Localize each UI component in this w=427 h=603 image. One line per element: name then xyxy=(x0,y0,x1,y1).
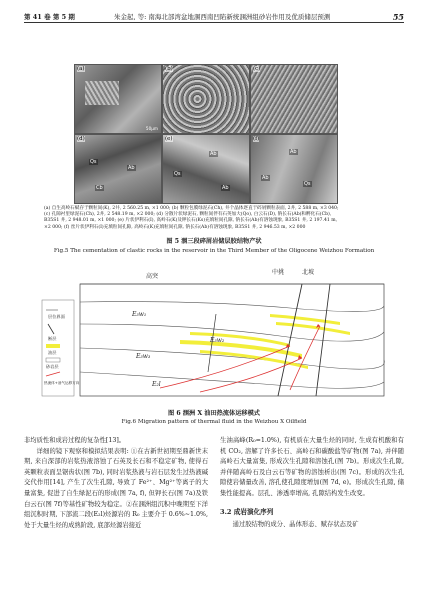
journal-volume: 第 41 卷 第 5 期 xyxy=(24,13,75,21)
panel-label: (d) xyxy=(77,136,85,142)
legend-oil: 油层 xyxy=(48,350,57,355)
texture xyxy=(85,81,119,105)
micrograph-b xyxy=(162,64,250,134)
legend-sand: 砂岩层 xyxy=(46,364,59,369)
mineral-tag: Ab xyxy=(222,185,229,191)
micrograph-f xyxy=(250,134,338,204)
scale-bar: 50μm xyxy=(145,126,158,131)
legend-migration: 热流体+油气运移方向 xyxy=(44,381,80,385)
figure-note-line: ×2 000; (f) 丝片状伊利石(I)充填粒间孔隙, 高岭石(K)充填粒间孔隙, 钠长石(Ab)有溶蚀现象, B35S1 井, 2 946.53 m, ×2 000 xyxy=(44,224,306,230)
figure-5-caption-en: Fig.5 The cementation of clastic rocks in the reservoir in the Third Member of the Oligocene Weizhou Formation xyxy=(53,248,375,254)
micrograph-d xyxy=(74,134,162,204)
label-e3w3: E₃w₃ xyxy=(136,353,151,360)
figure-5-caption-cn: 图 5 涠三段碎屑岩储层胶结物产状 xyxy=(166,238,262,245)
mineral-tag: Ab xyxy=(290,149,297,155)
paragraph: 生油高峰(R₀=1.0%), 有机质在大量生烃的同时, 生成有机酸和有机 CO₂, 溶解了许多长石、高岭石和碳酸盐等矿物(图 7a), 并伴随高岭石大量富集, 形成次生孔隙和溶蚀孔(图 7b)。形成次生孔隙, 并伴随高岭石及白云石等矿物的溶蚀析出(图 7c)。形成的次生孔隙使岩储量改善, 溶孔使孔隙度增加(图 7d, e)。形成次生孔隙, 储集性能提高。层孔、渗透率增高, 孔隙结构发生改变。 xyxy=(220,437,404,497)
header-rule xyxy=(24,22,404,23)
legend-horizon: 层位界面 xyxy=(48,314,65,319)
paragraph: 通过胶结物的成分、晶体形态、赋存状态及矿 xyxy=(232,520,359,528)
panel-label: (a) xyxy=(77,66,85,72)
running-title: 朱金起, 等: 南海北部湾盆地涠西南凹陷新统涠洲组砂岩作用及优质储层预测 xyxy=(114,13,331,21)
label-beipo: 北坡 xyxy=(302,269,315,276)
micrograph-e xyxy=(162,134,250,204)
paragraph: 详细的镜下观察和模拟结果表明: ①在古新世初期至鼎新世末期, 来自深部的岩浆热液溶蚀了石英及长石和不稳定矿物, 使得石英颗粒表面呈锯齿状(图 7b), 同时岩浆热液与岩石层发生过热液碱交代作用[14], 产生了次生孔隙, 导致了 Fe²⁺、Mg²⁺等离子的大量富集, 促进了自生绿泥石的形成(图 7a, f), 但钾长石(图 7a)及铁白云石(图 7f)等基性矿物较为稳定。②在涠洲组沉积中晚期至下洋组沉积时期, 下部流二段(E₂l)烃源岩的 R₀ 主要介于 0.6%~1.0%, 处于大量生烃的成熟阶段, 底部烃源岩接近 xyxy=(24,447,208,529)
right-column xyxy=(220,436,404,530)
paragraph: 非均质性和成岩过程的复杂性[13]。 xyxy=(24,437,126,444)
label-e3w1: E₃w₁ xyxy=(132,311,147,318)
legend-fault: 断层 xyxy=(48,336,57,341)
label-e2l: E₂l xyxy=(152,381,161,388)
page-number: 55 xyxy=(392,12,404,22)
figure-note-line: B35S1 井, 2 948.01 m, ×1 000; (e) 片状伊利石(I), 高岭石(K)及钾长石(Ks)充填粒间孔隙, 钠长石(Ab)有溶蚀现象, B35S1 井, 2 197.41 m, xyxy=(44,218,338,224)
mineral-tag: Qs xyxy=(90,159,97,165)
figure-note-line: (c) 孔隙衬里绿泥石(Ch), 2井, 2 548.19 m, ×2 000; (d) 分散片状绿泥石, 颗粒间伴有石英加大(Qo), 白云石(D), 钠长石(Ab)和孵化石(Cb), xyxy=(44,212,332,218)
panel-label: (c) xyxy=(253,66,261,72)
section-heading: 3.2 成岩演化序列 xyxy=(220,507,274,516)
mineral-tag: Qs xyxy=(174,171,181,177)
figure-6-legend xyxy=(42,300,80,396)
figure-5-notes xyxy=(44,206,384,231)
left-column xyxy=(24,436,208,531)
figure-6-diagram xyxy=(40,262,388,402)
figure-note-line: (a) 自生高岭石赋存于颗粒间(K), 2井, 2 560.25 m, ×1 000; (b) 颗粒包膜绿泥石(Ch), 井个晶体逐直于碎屑颗粒表面, 2井, 2 588 m, ×3 040; xyxy=(44,206,339,211)
label-e3w2: E₃w₂ xyxy=(210,337,225,344)
mineral-tag: Ab xyxy=(210,151,217,157)
label-gaotu: 高突 xyxy=(146,273,159,280)
label-zhongtu: 中挑 xyxy=(272,269,285,276)
figure-6-caption-cn: 图 6 涠洲 X 油田热流体运移模式 xyxy=(168,410,260,417)
panel-label: (e) xyxy=(165,136,173,142)
panel-label: (b) xyxy=(165,66,173,72)
panel-label: (f) xyxy=(253,136,260,142)
mineral-tag: Ab xyxy=(128,165,135,171)
figure-5-grid xyxy=(74,64,336,204)
micrograph-a xyxy=(74,64,162,134)
mineral-tag: Qs xyxy=(304,181,311,187)
mineral-tag: Cb xyxy=(96,185,103,191)
micrograph-c xyxy=(250,64,338,134)
figure-6-caption-en: Fig.6 Migration pattern of thermal fluid in the Weizhou X Oilfield xyxy=(121,419,307,425)
mineral-tag: Ab xyxy=(262,175,269,181)
